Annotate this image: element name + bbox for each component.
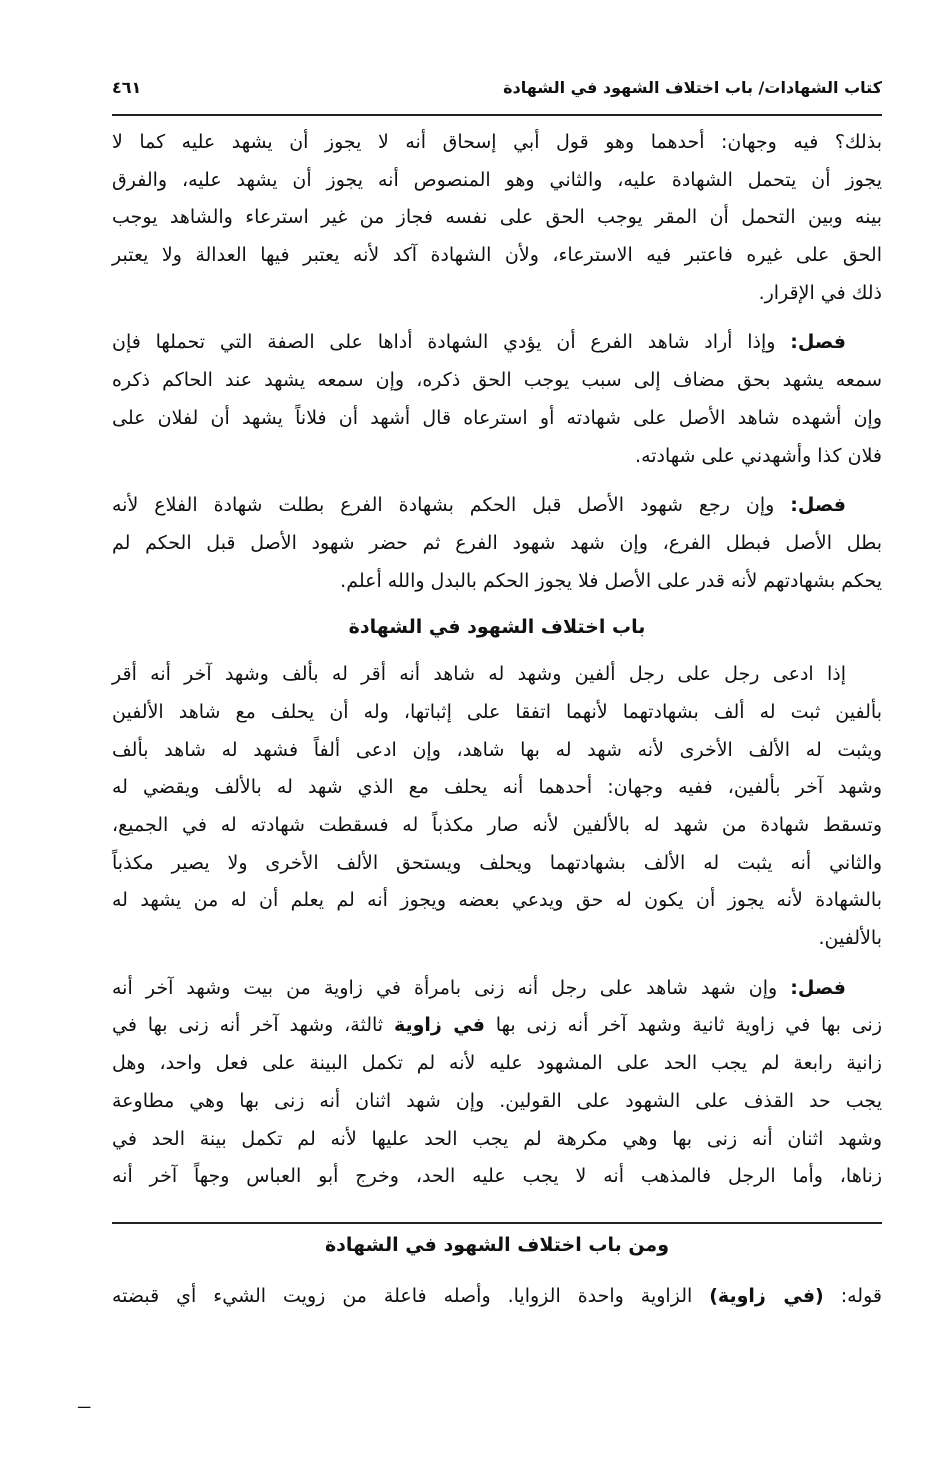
text-line <box>112 1045 882 1083</box>
text-segment: بالشهادة لأنه يجوز أن يكون له حق ويدعي بعضه ويجوز أنه لم يعلم أن له من يشهد له <box>112 889 882 912</box>
text-segment: وإذا أراد شاهد الفرع أن يؤدي الشهادة أداها على الصفة التي تحملها فإن <box>112 331 791 354</box>
text-line <box>112 882 882 920</box>
text-line <box>112 275 882 313</box>
text-segment: بألفين ثبت له ألف بشهادتهما لأنهما اتفقا على إثباتها، وله أن يحلف مع شاهد الألفين <box>112 700 882 723</box>
text-line <box>112 438 882 476</box>
running-header <box>112 78 882 108</box>
text-line <box>112 1158 882 1196</box>
text-segment: يحكم بشهادتهم لأنه قدر على الأصل فلا يجوز الحكم بالبدل والله أعلم. <box>340 569 882 592</box>
text-segment: والثاني أنه يثبت له الألف بشهادتهما ويحلف ويستحق الألف الأخرى ولا يصير مكذباً <box>112 851 882 874</box>
text-segment: وشهد آخر بألفين، ففيه وجهان: أحدهما أنه يحلف مع الذي شهد له بالألف ويقضي له <box>112 776 882 799</box>
text-segment: وتسقط شهادة من شهد له بالألفين لأنه صار مكذباً له فسقطت شهادته له في الجميع، <box>112 814 882 836</box>
footnote-heading: ومن باب اختلاف الشهود في الشهادة <box>324 1234 670 1256</box>
paragraph <box>112 324 882 475</box>
paragraph <box>112 970 882 1196</box>
text-line <box>112 732 882 770</box>
text-segment: فلان كذا وأشهدني على شهادته. <box>635 444 882 467</box>
text-segment: بينه وبين التحمل أن المقر يوجب الحق على نفسه فجاز من غير استرعاء والشاهد يوجب <box>112 206 882 229</box>
text-line <box>112 237 882 275</box>
text-line <box>112 970 882 1008</box>
text-line <box>112 656 882 694</box>
text-segment: زنى بها في زاوية ثانية وشهد آخر أنه زنى بها <box>484 1014 882 1037</box>
text-segment: بذلك؟ فيه وجهان: أحدهما وهو قول أبي إسحاق أنه لا يجوز أن يشهد عليه كما لا <box>112 131 882 153</box>
text-line <box>112 124 882 162</box>
text-line <box>112 694 882 732</box>
bold-term: فصل: <box>790 331 846 354</box>
text-line <box>112 920 882 958</box>
text-segment: يجب حد القذف على الشهود على القولين. وإن شهد اثنان أنه زنى بها وهي مطاوعة <box>112 1089 882 1112</box>
running-title: كتاب الشهادات/ باب اختلاف الشهود في الشهادة <box>503 78 882 97</box>
text-segment: وإن شهد شاهد على رجل أنه زنى بامرأة في زاوية من بيت وشهد آخر أنه <box>112 976 791 999</box>
paragraph <box>112 124 882 312</box>
bold-term: في زاوية <box>393 1014 485 1037</box>
footnote-body: الزاوية واحدة الزوايا. وأصله فاعلة من زويت الشيء أي قبضته <box>112 1285 710 1307</box>
text-segment: زانية رابعة لم يجب الحد على المشهود عليه لأنه لم تكمل البينة على فعل واحد، وهل <box>112 1052 882 1075</box>
main-text <box>112 124 882 1208</box>
text-line <box>112 199 882 237</box>
text-segment: وإن أشهده شاهد الأصل على شهادته أو استرعاه قال أشهد أن فلاناً يشهد أن لفلان على <box>112 406 882 429</box>
text-line <box>112 162 882 200</box>
text-segment: وشهد اثنان أنه زنى بها وهي مكرهة لم يجب الحد عليها لأنه لم تكمل بينة الحد في <box>112 1127 882 1150</box>
text-line <box>112 769 882 807</box>
text-line <box>112 563 882 601</box>
text-segment: سمعه يشهد بحق مضاف إلى سبب يوجب الحق ذكره، وإن سمعه يشهد عند الحاكم ذكره <box>112 369 882 392</box>
section-heading: باب اختلاف الشهود في الشهادة <box>348 616 646 639</box>
footnote-term: (في زاوية) <box>709 1285 824 1307</box>
text-segment: بطل الأصل فبطل الفرع، وإن شهد شهود الفرع ثم حضر شهود الأصل قبل الحكم لم <box>112 531 882 554</box>
text-line <box>112 324 882 362</box>
text-segment: بالألفين. <box>818 927 882 950</box>
text-line <box>112 525 882 563</box>
margin-mark: ـــ <box>78 1396 91 1412</box>
bold-term: فصل: <box>790 494 846 517</box>
header-rule <box>112 114 882 116</box>
text-line <box>112 362 882 400</box>
text-line <box>112 1121 882 1159</box>
text-segment: ذلك في الإقرار. <box>758 281 882 304</box>
text-segment: ثالثة، وشهد آخر أنه زنى بها في <box>112 1014 394 1037</box>
bold-term: فصل: <box>790 976 846 999</box>
paragraph <box>112 656 882 958</box>
paragraph <box>112 487 882 600</box>
text-line <box>112 845 882 883</box>
text-segment: إذا ادعى رجل على رجل ألفين وشهد له شاهد أنه أقر له بألف وشهد آخر أنه أقر <box>112 663 846 686</box>
text-segment: زناها، وأما الرجل فالمذهب أنه لا يجب عليه الحد، وخرج أبو العباس وجهاً آخر أنه <box>112 1165 882 1188</box>
text-segment: يجوز أن يتحمل الشهادة عليه، والثاني وهو المنصوص أنه يجوز أن يشهد عليه، والفرق <box>112 168 882 191</box>
text-line <box>112 487 882 525</box>
text-line <box>112 400 882 438</box>
text-line <box>112 1083 882 1121</box>
text-segment: ويثبت له الألف الأخرى لأنه شهد له بها شاهد، وإن ادعى ألفاً فشهد له شاهد بألف <box>112 738 882 761</box>
page-number: ٤٦١ <box>112 78 142 97</box>
text-line <box>112 807 882 845</box>
footnote-rule <box>112 1222 882 1224</box>
text-line <box>112 1007 882 1045</box>
footnote-text <box>112 1278 882 1315</box>
text-segment: الحق على غيره فاعتبر فيه الاسترعاء، ولأن الشهادة آكد لأنه يعتبر فيها العدالة ولا يعتبر <box>112 244 882 267</box>
footnote-lead: قوله: <box>823 1285 882 1307</box>
text-segment: وإن رجع شهود الأصل قبل الحكم بشهادة الفرع بطلت شهادة الفلاع لأنه <box>112 494 791 517</box>
